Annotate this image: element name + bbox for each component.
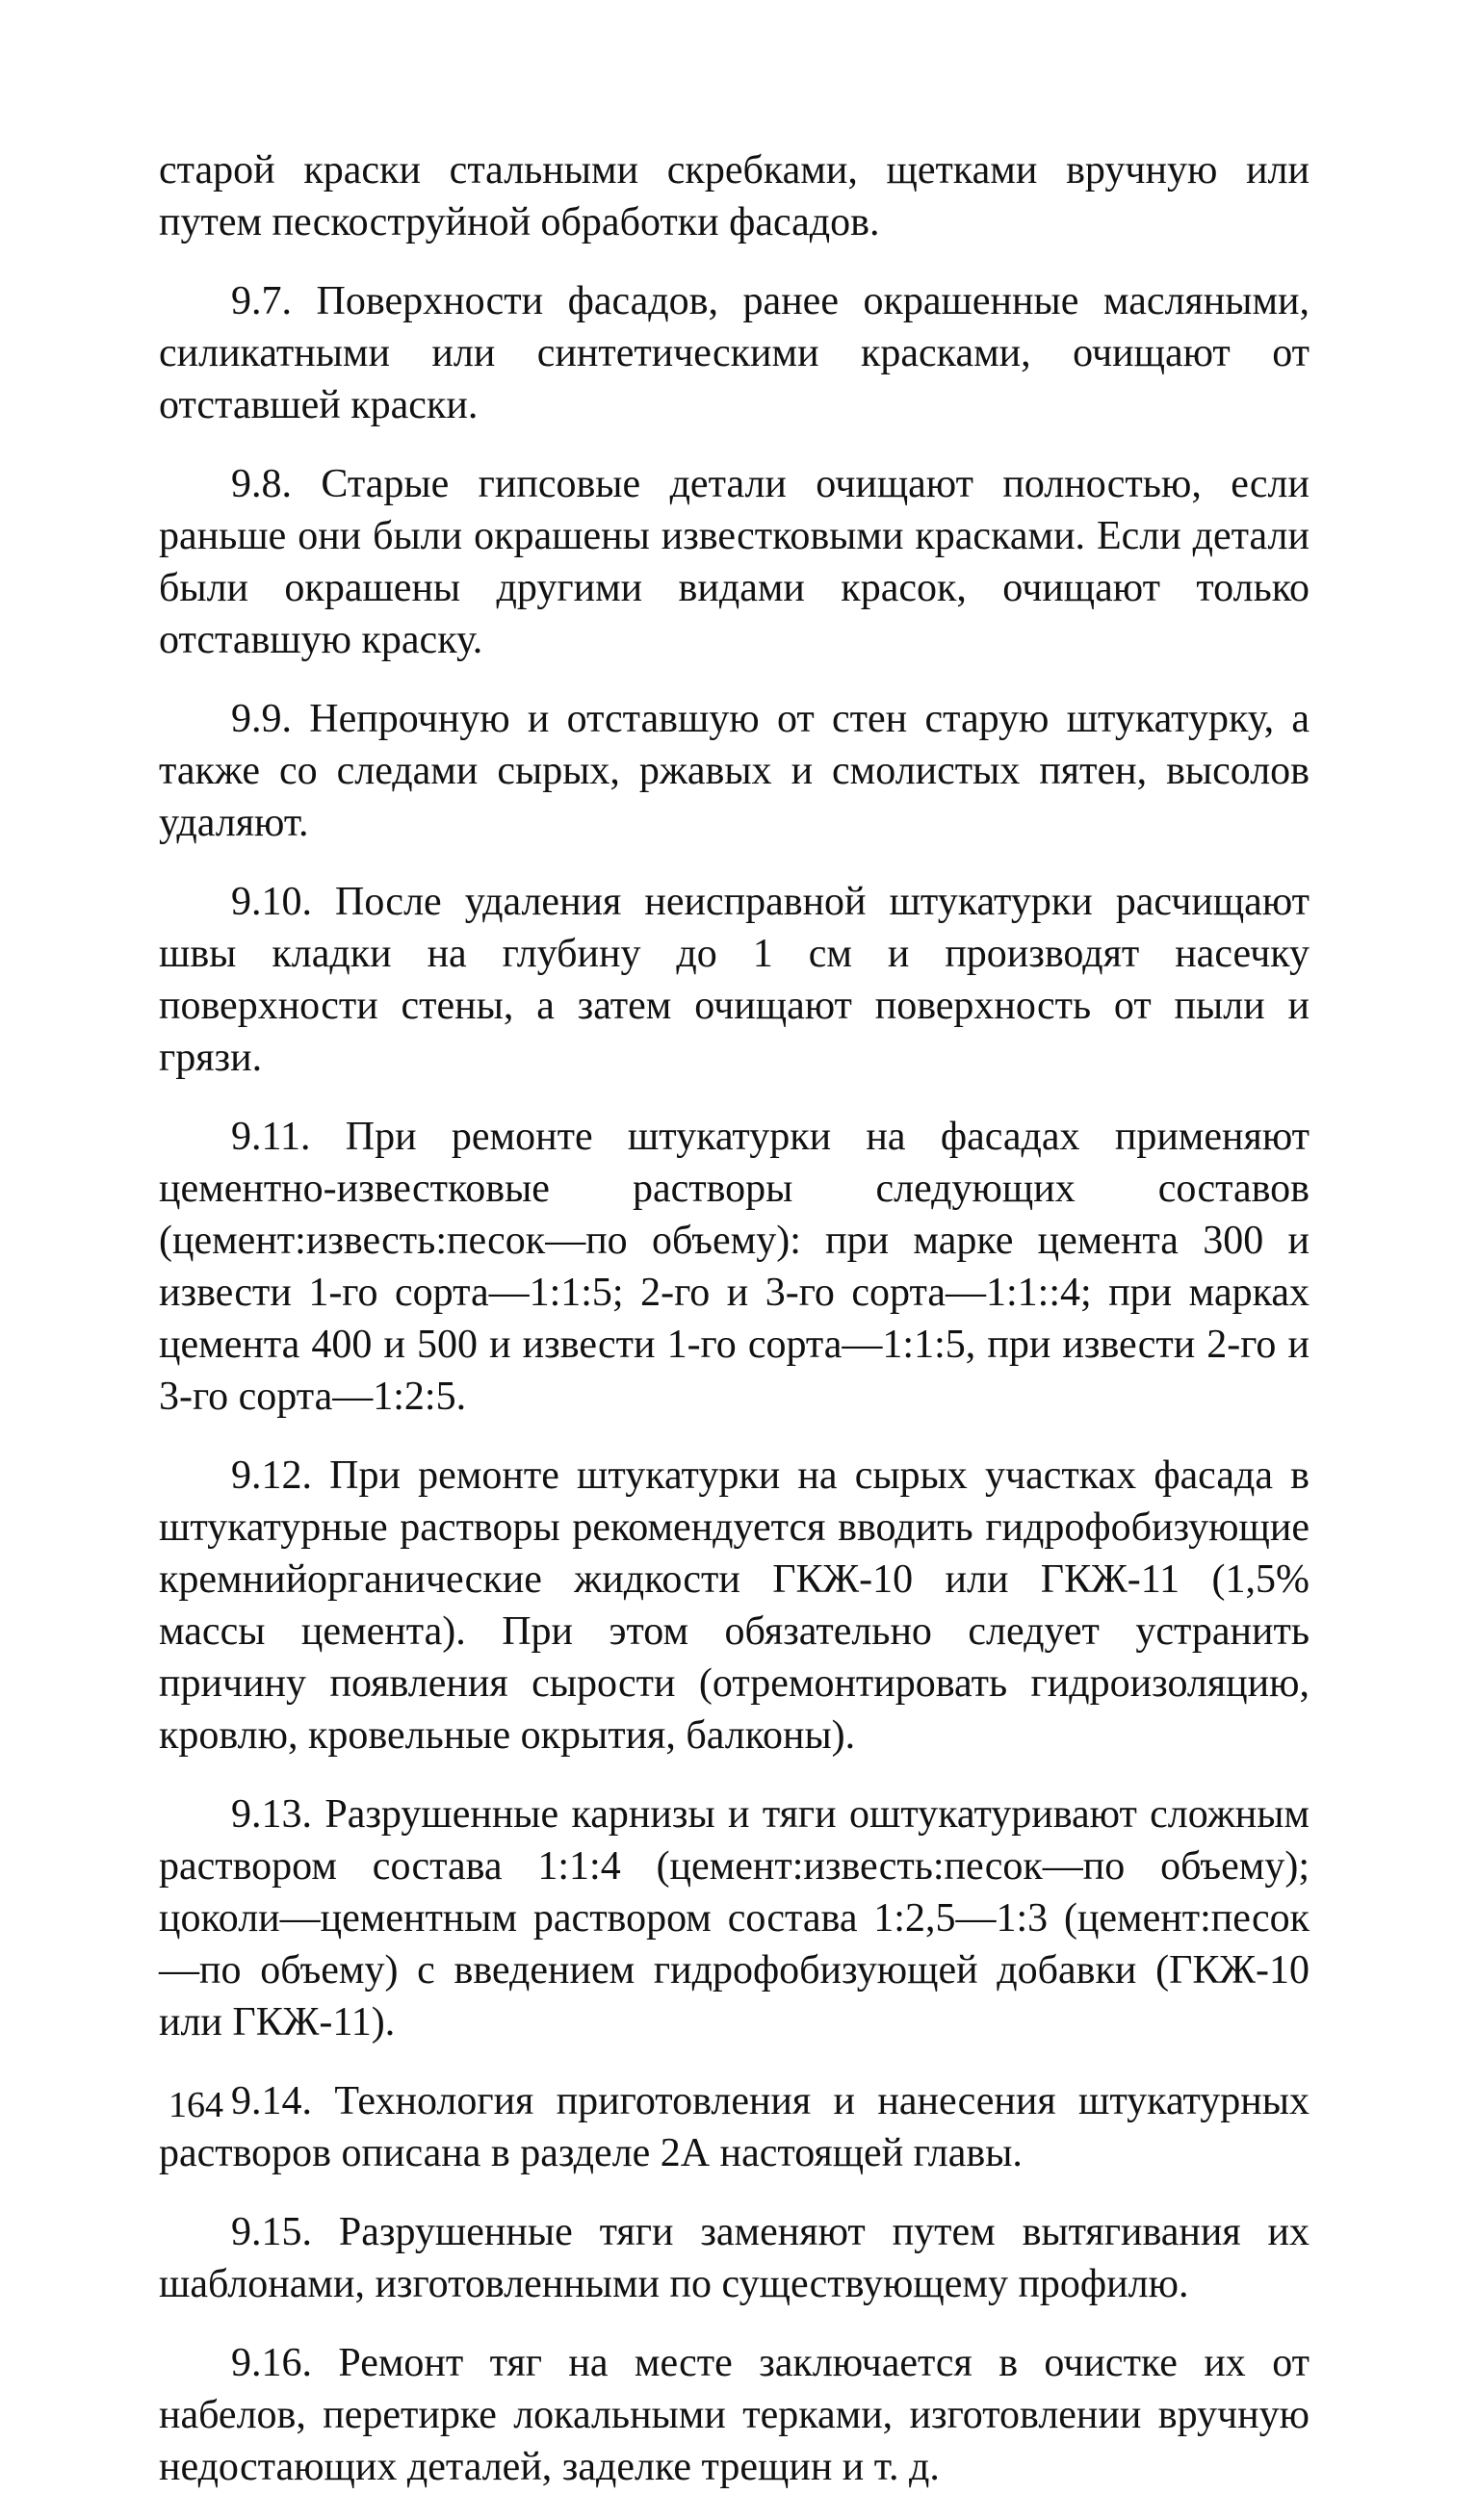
paragraph-9-7: 9.7. Поверхности фасадов, ранее окрашенные масляными, силикатными или синтетическими красками, очищают от отставшей краски.: [159, 279, 1309, 427]
paragraph-9-11: 9.11. При ремонте штукатурки на фасадах применяют цементно-известковые растворы следующих составов (цемент:известь:песок—по объему): при марке цемента 300 и извести 1-го сорта—1:1:5; 2-го и 3-го сорта—1:1::4; при марках цемента 400 и 500 и извести 1-го сорта—1:1:5, при извести 2-го и 3-го сорта—1:2:5.: [159, 1115, 1309, 1419]
paragraph-9-14: 9.14. Технология приготовления и нанесения штукатурных растворов описана в разделе 2А настоящей главы.: [159, 2079, 1309, 2175]
paragraph-9-12: 9.12. При ремонте штукатурки на сырых участках фасада в штукатурные растворы рекомендуется вводить гидрофобизующие кремнийорганические жидкости ГКЖ-10 или ГКЖ-11 (1,5% массы цемента). При этом обязательно следует устранить причину появления сырости (отремонтировать гидроизоляцию, кровлю, кровельные окрытия, балконы).: [159, 1453, 1309, 1758]
page-body: [159, 144, 1309, 2520]
paragraph-9-9: 9.9. Непрочную и отставшую от стен старую штукатурку, а также со следами сырых, ржавых и смолистых пятен, высолов удаляют.: [159, 697, 1309, 845]
paragraph-9-10: 9.10. После удаления неисправной штукатурки расчищают швы кладки на глубину до 1 см и производят насечку поверхности стены, а затем очищают поверхность от пыли и грязи.: [159, 880, 1309, 1080]
paragraph-9-16: 9.16. Ремонт тяг на месте заключается в очистке их от набелов, перетирке локальными терками, изготовлении вручную недостающих деталей, заделке трещин и т. д.: [159, 2341, 1309, 2489]
paragraph-continuation: старой краски стальными скребками, щетками вручную или путем пескоструйной обработки фасадов.: [159, 148, 1309, 244]
paragraph-9-13: 9.13. Разрушенные карнизы и тяги оштукатуривают сложным раствором состава 1:1:4 (цемент:известь:песок—по объему); цоколи—цементным раствором состава 1:2,5—1:3 (цемент:песок—по объему) с введением гидрофобизующей добавки (ГКЖ-10 или ГКЖ-11).: [159, 1792, 1309, 2044]
paragraph-9-8: 9.8. Старые гипсовые детали очищают полностью, если раньше они были окрашены известковыми красками. Если детали были окрашены другими видами красок, очищают только отставшую краску.: [159, 462, 1309, 662]
paragraph-9-15: 9.15. Разрушенные тяги заменяют путем вытягивания их шаблонами, изготовленными по существующему профилю.: [159, 2210, 1309, 2306]
page-number: 164: [169, 2085, 223, 2125]
